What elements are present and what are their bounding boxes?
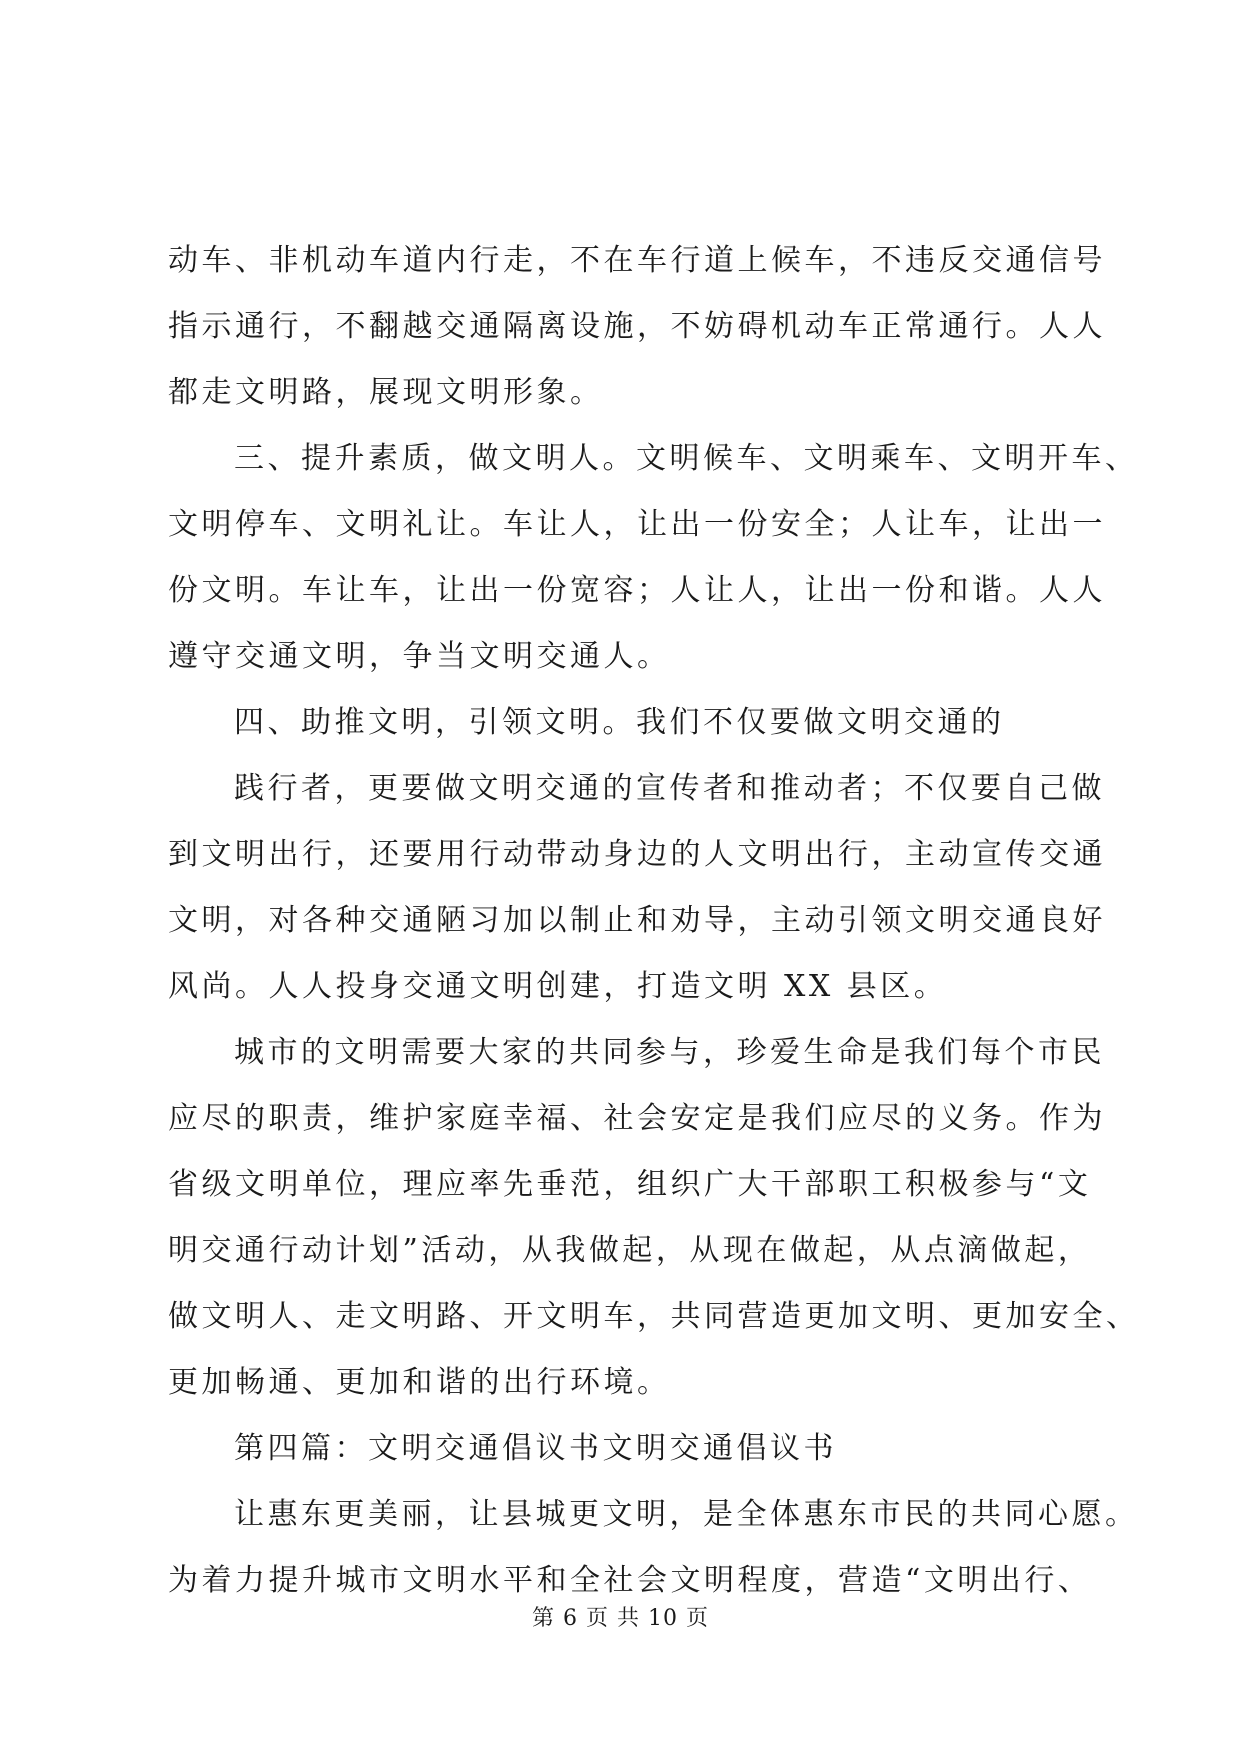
- paragraph-start-line: 城市的文明需要大家的共同参与，珍爱生命是我们每个市民: [234, 1035, 1105, 1070]
- body-line: 更加畅通、更加和谐的出行环境。: [168, 1365, 671, 1400]
- body-line: 明交通行动计划”活动，从我做起，从现在做起，从点滴做起，: [168, 1233, 1092, 1268]
- body-line: 文明，对各种交通陋习加以制止和劝导，主动引领文明交通良好: [168, 903, 1106, 938]
- body-line: 为着力提升城市文明水平和全社会文明程度，营造“文明出行、: [168, 1563, 1092, 1598]
- page-number-footer: 第 6 页 共 10 页: [532, 1606, 709, 1631]
- body-line: 份文明。车让车，让出一份宽容；人让人，让出一份和谐。人人: [168, 573, 1106, 608]
- body-line: 文明停车、文明礼让。车让人，让出一份安全；人让车，让出一: [168, 507, 1106, 542]
- body-line: 应尽的职责，维护家庭幸福、社会安定是我们应尽的义务。作为: [168, 1101, 1106, 1136]
- body-line: 做文明人、走文明路、开文明车，共同营造更加文明、更加安全、: [168, 1299, 1140, 1334]
- body-line: 都走文明路，展现文明形象。: [168, 375, 604, 410]
- chapter-title-line: 第四篇：文明交通倡议书文明交通倡议书: [234, 1431, 837, 1466]
- body-line: 指示通行，不翻越交通隔离设施，不妨碍机动车正常通行。人人: [168, 309, 1106, 344]
- paragraph-start-line: 让惠东更美丽，让县城更文明，是全体惠东市民的共同心愿。: [234, 1497, 1139, 1532]
- body-line: 践行者，更要做文明交通的宣传者和推动者；不仅要自己做: [234, 771, 1105, 806]
- document-body: [168, 228, 1140, 1614]
- section-three-heading-line: 三、提升素质，做文明人。文明候车、文明乘车、文明开车、: [234, 441, 1139, 476]
- body-line: 动车、非机动车道内行走，不在车行道上候车，不违反交通信号: [168, 243, 1106, 278]
- section-four-heading-line: 四、助推文明，引领文明。我们不仅要做文明交通的: [234, 705, 1005, 740]
- body-line: 省级文明单位，理应率先垂范，组织广大干部职工积极参与“文: [168, 1167, 1092, 1202]
- body-line: 遵守交通文明，争当文明交通人。: [168, 639, 671, 674]
- body-line: 到文明出行，还要用行动带动身边的人文明出行，主动宣传交通: [168, 837, 1106, 872]
- body-line: 风尚。人人投身交通文明创建，打造文明 XX 县区。: [168, 969, 948, 1004]
